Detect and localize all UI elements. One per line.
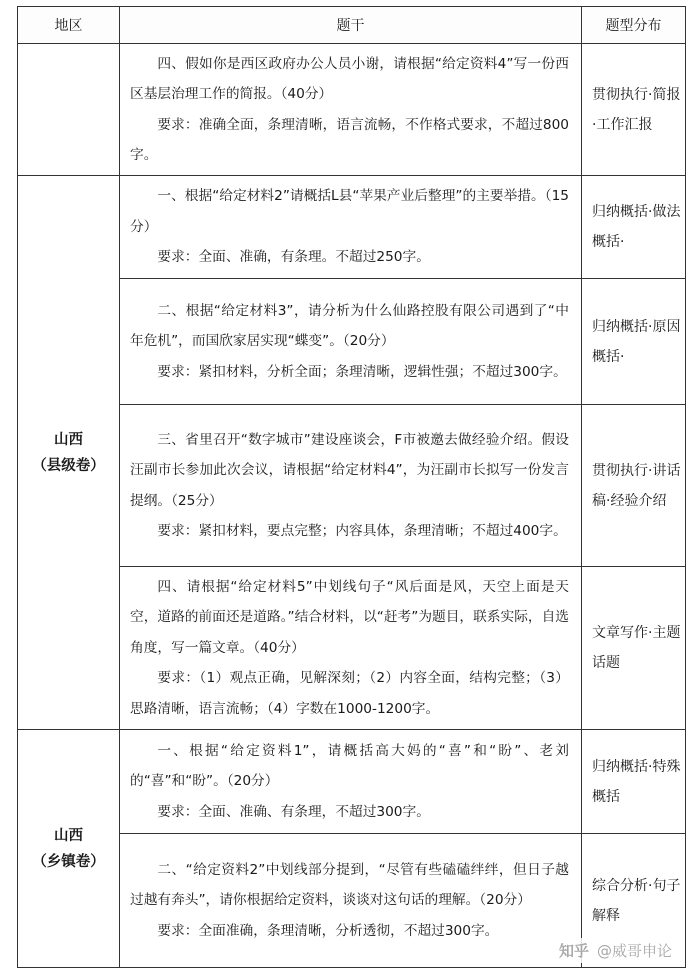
header-region: 地区	[18, 7, 120, 44]
question-cell	[120, 834, 582, 968]
question-cell	[120, 730, 582, 834]
requirement-text: 要求：全面准确，条理清晰，分析透彻，不超过300字。	[157, 922, 499, 939]
requirement-text: 要求：紧扣材料，分析全面；条理清晰，逻辑性强；不超过300字。	[157, 363, 567, 380]
table-row	[18, 730, 686, 834]
question-text: 一、根据“给定资料1”，请概括高大妈的“喜”和“盼”、老刘的“喜”和“盼”。（20分）	[130, 742, 569, 790]
region-name: 山西	[54, 827, 83, 844]
question-text: 四、假如你是西区政府办公人员小谢，请根据“给定资料4”写一份西区基层治理工作的简报。（40分）	[130, 55, 569, 102]
question-cell	[120, 279, 582, 405]
question-type-cell: 归纳概括·原因概括·	[582, 279, 686, 405]
question-type-cell: 贯彻执行·讲话稿·经验介绍	[582, 405, 686, 567]
region-cell	[18, 44, 120, 176]
region-cell	[18, 176, 120, 730]
question-cell	[120, 405, 582, 567]
question-type-cell: 归纳概括·特殊概括	[582, 730, 686, 834]
question-type-cell: 文章写作·主题话题	[582, 567, 686, 730]
region-cell	[18, 730, 120, 968]
header-type: 题型分布	[582, 7, 686, 44]
question-type-cell: 归纳概括·做法概括·	[582, 176, 686, 279]
requirement-text: 要求：紧扣材料，要点完整；内容具体，条理清晰；不超过400字。	[157, 523, 567, 539]
region-subtitle: （乡镇卷）	[32, 853, 105, 870]
question-cell	[120, 44, 582, 176]
question-text: 二、根据“给定材料3”，请分析为什么仙路控股有限公司遇到了“中年危机”，而国欣家居实现“蝶变”。（20分）	[130, 302, 569, 350]
exam-question-table	[17, 6, 686, 968]
requirement-text: 要求：（1）观点正确，见解深刻；（2）内容全面，结构完整；（3）思路清晰，语言流畅；（4）字数在1000-1200字。	[130, 670, 569, 717]
watermark-author: @威哥申论	[596, 942, 672, 960]
region-name: 山西	[54, 431, 83, 448]
question-type-cell: 贯彻执行·简报·工作汇报	[582, 44, 686, 176]
region-subtitle: （县级卷）	[32, 457, 105, 474]
question-text: 四、请根据“给定材料5”中划线句子“风后面是风，天空上面是天空，道路的前面还是道路。”结合材料，以“赶考”为题目，联系实际，自选角度，写一篇文章。（40分）	[130, 578, 569, 656]
header-question: 题干	[120, 7, 582, 44]
watermark	[553, 938, 678, 963]
table-row	[18, 44, 686, 176]
question-text: 一、根据“给定材料2”请概括L县“苹果产业后整理”的主要举措。（15分）	[130, 188, 569, 235]
table-row	[18, 176, 686, 279]
zhihu-logo: 知乎	[558, 942, 589, 960]
table-header-row	[18, 7, 686, 44]
question-type-cell: 综合分析·句子解释	[582, 834, 686, 968]
requirement-text: 要求：准确全面，条理清晰，语言流畅，不作格式要求，不超过800字。	[130, 116, 569, 163]
requirement-text: 要求：全面、准确，有条理。不超过250字。	[157, 249, 430, 266]
question-text: 三、省里召开“数字城市”建设座谈会，F市被邀去做经验介绍。假设汪副市长参加此次会议，请根据“给定材料4”，为汪副市长拟写一份发言提纲。（25分）	[130, 431, 569, 509]
question-cell	[120, 176, 582, 279]
requirement-text: 要求：全面、准确、有条理，不超过300字。	[157, 803, 430, 820]
question-text: 二、“给定资料2”中划线部分提到，“尽管有些磕磕绊绊，但日子越过越有奔头”，请你根据给定资料，谈谈对这句话的理解。（20分）	[130, 861, 569, 909]
question-cell	[120, 567, 582, 730]
